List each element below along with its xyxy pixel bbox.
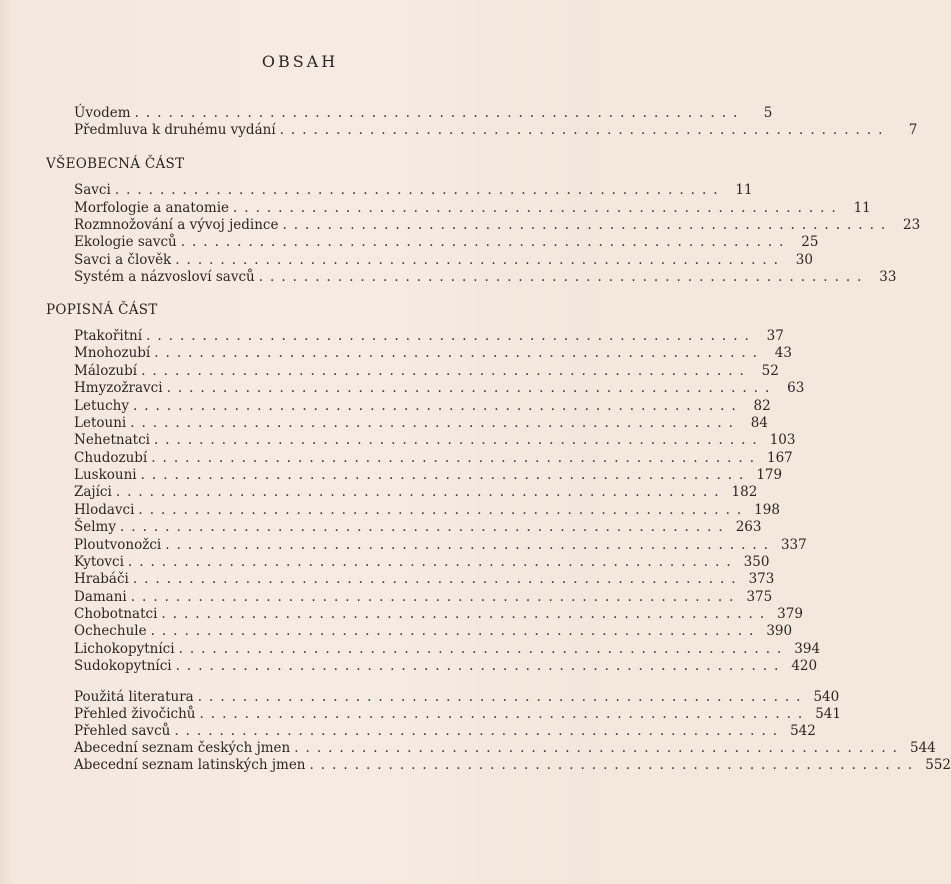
toc-entry <box>74 657 818 675</box>
toc-entry-label: Savci <box>74 182 111 198</box>
toc-entry-label: Ptakořitní <box>74 328 143 344</box>
toc-entry <box>74 379 805 397</box>
leader-dots: ...................................................... <box>233 200 843 216</box>
toc-entry-label: Sudokopytníci <box>74 658 172 674</box>
toc-entry <box>74 362 779 380</box>
toc-entry-page: 52 <box>761 363 779 379</box>
leader-dots: ...................................................... <box>115 484 726 500</box>
toc-entry <box>74 414 768 432</box>
toc-entry-page: 63 <box>787 380 805 396</box>
leader-dots: ...................................................... <box>174 723 785 739</box>
toc-entry-label: Mnohozubí <box>74 345 151 361</box>
toc-entry-label: Hrabáči <box>74 571 129 587</box>
toc-entry <box>74 756 951 774</box>
toc-entry-label: Nehetnatci <box>74 432 150 448</box>
toc-entry-label: Morfologie a anatomie <box>74 200 230 216</box>
toc-entry <box>74 483 758 501</box>
toc-entry-label: Damani <box>74 589 127 605</box>
toc-entry-page: 7 <box>908 122 918 138</box>
toc-entry-page: 182 <box>731 484 758 500</box>
toc-entry-label: Šelmy <box>74 519 116 535</box>
toc-entry <box>74 705 841 723</box>
toc-entry-page: 30 <box>795 252 813 268</box>
toc-entry-label: Abecední seznam latinských jmen <box>74 757 306 773</box>
leader-dots: ...................................................... <box>165 537 775 553</box>
leader-dots: ...................................................... <box>146 328 756 344</box>
toc-entry <box>74 588 773 606</box>
leader-dots: ...................................................... <box>309 757 920 773</box>
toc-entry <box>74 268 897 286</box>
toc-entry-label: Hmyzožravci <box>74 380 163 396</box>
toc-entry-label: Chudozubí <box>74 450 148 466</box>
toc-entry-label: Letuchy <box>74 398 129 414</box>
toc-entry-page: 25 <box>801 234 819 250</box>
toc-entry <box>74 501 780 519</box>
toc-entry-page: 542 <box>790 723 816 739</box>
leader-dots: ...................................................... <box>114 182 725 198</box>
toc-entry <box>74 397 771 415</box>
toc-entry-label: Ploutvonožci <box>74 537 162 553</box>
leader-dots: ...................................................... <box>154 345 764 361</box>
leader-dots: ...................................................... <box>178 641 789 657</box>
toc-entry-page: 5 <box>763 105 773 121</box>
leader-dots: ...................................................... <box>138 502 749 518</box>
leader-dots: ...................................................... <box>180 234 791 250</box>
leader-dots: ...................................................... <box>161 606 772 622</box>
toc-entry-page: 420 <box>791 658 818 674</box>
toc-entry-page: 43 <box>774 345 792 361</box>
section-heading-general: VŠEOBECNÁ ČÁST <box>46 156 185 172</box>
toc-entry-label: Rozmnožování a vývoj jedince <box>74 217 279 233</box>
leader-dots: ...................................................... <box>282 217 893 233</box>
toc-entry-page: 390 <box>766 623 793 639</box>
leader-dots: ...................................................... <box>127 554 738 570</box>
toc-entry-label: Abecední seznam českých jmen <box>74 740 291 756</box>
toc-entry-page: 82 <box>753 398 771 414</box>
toc-entry-page: 379 <box>777 606 803 622</box>
section-heading-descriptive: POPISNÁ ČÁST <box>46 302 158 318</box>
toc-entry-page: 263 <box>735 519 762 535</box>
toc-entry-page: 33 <box>879 269 897 285</box>
toc-entry-page: 11 <box>853 200 871 216</box>
leader-dots: ...................................................... <box>153 432 764 448</box>
page-title: OBSAH <box>261 52 339 71</box>
leader-dots: ...................................................... <box>134 105 745 121</box>
toc-entry <box>74 104 773 122</box>
toc-entry-label: Systém a názvosloví savců <box>74 269 255 285</box>
toc-entry-page: 167 <box>767 450 793 466</box>
toc-entry-page: 552 <box>925 757 951 773</box>
leader-dots: ...................................................... <box>119 519 730 535</box>
toc-entry-label: Kytovci <box>74 554 124 570</box>
toc-entry <box>74 688 840 706</box>
leader-dots: ...................................................... <box>130 415 740 431</box>
toc-entry <box>74 605 803 623</box>
toc-entry-label: Ochechule <box>74 623 147 639</box>
toc-entry-label: Úvodem <box>74 105 131 121</box>
toc-entry-label: Málozubí <box>74 363 138 379</box>
leader-dots: ...................................................... <box>132 571 743 587</box>
toc-entry-page: 84 <box>750 415 768 431</box>
toc-entry-page: 350 <box>743 554 770 570</box>
toc-entry-label: Přehled živočichů <box>74 706 196 722</box>
toc-entry <box>74 570 775 588</box>
leader-dots: ...................................................... <box>166 380 777 396</box>
toc-entry <box>74 739 936 757</box>
toc-entry <box>74 518 762 536</box>
toc-entry-page: 373 <box>748 571 775 587</box>
leader-dots: ...................................................... <box>294 740 904 756</box>
toc-entry-label: Lichokopytníci <box>74 641 175 657</box>
toc-entry <box>74 640 821 658</box>
toc-entry <box>74 344 792 362</box>
toc-entry-label: Letouni <box>74 415 127 431</box>
toc-entry-page: 541 <box>815 706 841 722</box>
toc-entry <box>74 199 871 217</box>
leader-dots: ...................................................... <box>258 269 869 285</box>
leader-dots: ...................................................... <box>175 252 785 268</box>
leader-dots: ...................................................... <box>141 363 751 379</box>
leader-dots: ...................................................... <box>279 122 890 138</box>
toc-entry-page: 103 <box>769 432 796 448</box>
toc-entry <box>74 536 807 554</box>
toc-entry <box>74 327 784 345</box>
toc-entry <box>74 553 770 571</box>
toc-entry <box>74 233 819 251</box>
toc-entry-page: 11 <box>735 182 753 198</box>
toc-entry-page: 540 <box>813 689 840 705</box>
leader-dots: ...................................................... <box>140 467 751 483</box>
toc-entry-label: Chobotnatci <box>74 606 158 622</box>
toc-entry-page: 179 <box>756 467 783 483</box>
leader-dots: ...................................................... <box>150 623 761 639</box>
toc-entry-label: Luskouni <box>74 467 137 483</box>
toc-entry <box>74 449 793 467</box>
toc-entry <box>74 121 918 139</box>
toc-entry <box>74 466 783 484</box>
toc-entry-label: Přehled savců <box>74 723 171 739</box>
toc-entry-label: Předmluva k druhému vydání <box>74 122 276 138</box>
toc-entry-page: 337 <box>780 537 807 553</box>
toc-entry <box>74 216 921 234</box>
toc-entry-page: 198 <box>754 502 780 518</box>
toc-entry-page: 37 <box>766 328 784 344</box>
toc-entry-label: Hlodavci <box>74 502 135 518</box>
toc-entry-label: Savci a člověk <box>74 252 172 268</box>
toc-entry-page: 23 <box>903 217 921 233</box>
toc-entry-page: 544 <box>909 740 936 756</box>
toc-entry <box>74 181 753 199</box>
toc-entry-label: Zajíci <box>74 484 112 500</box>
toc-entry <box>74 431 796 449</box>
toc-entry-page: 375 <box>746 589 773 605</box>
toc-entry <box>74 251 813 269</box>
leader-dots: ...................................................... <box>197 689 808 705</box>
toc-entry-label: Použitá literatura <box>74 689 194 705</box>
leader-dots: ...................................................... <box>130 589 741 605</box>
toc-entry <box>74 622 793 640</box>
leader-dots: ...................................................... <box>199 706 810 722</box>
leader-dots: ...................................................... <box>132 398 743 414</box>
toc-entry-label: Ekologie savců <box>74 234 177 250</box>
toc-entry-page: 394 <box>794 641 821 657</box>
leader-dots: ...................................................... <box>175 658 786 674</box>
leader-dots: ...................................................... <box>151 450 761 466</box>
toc-entry <box>74 722 816 740</box>
